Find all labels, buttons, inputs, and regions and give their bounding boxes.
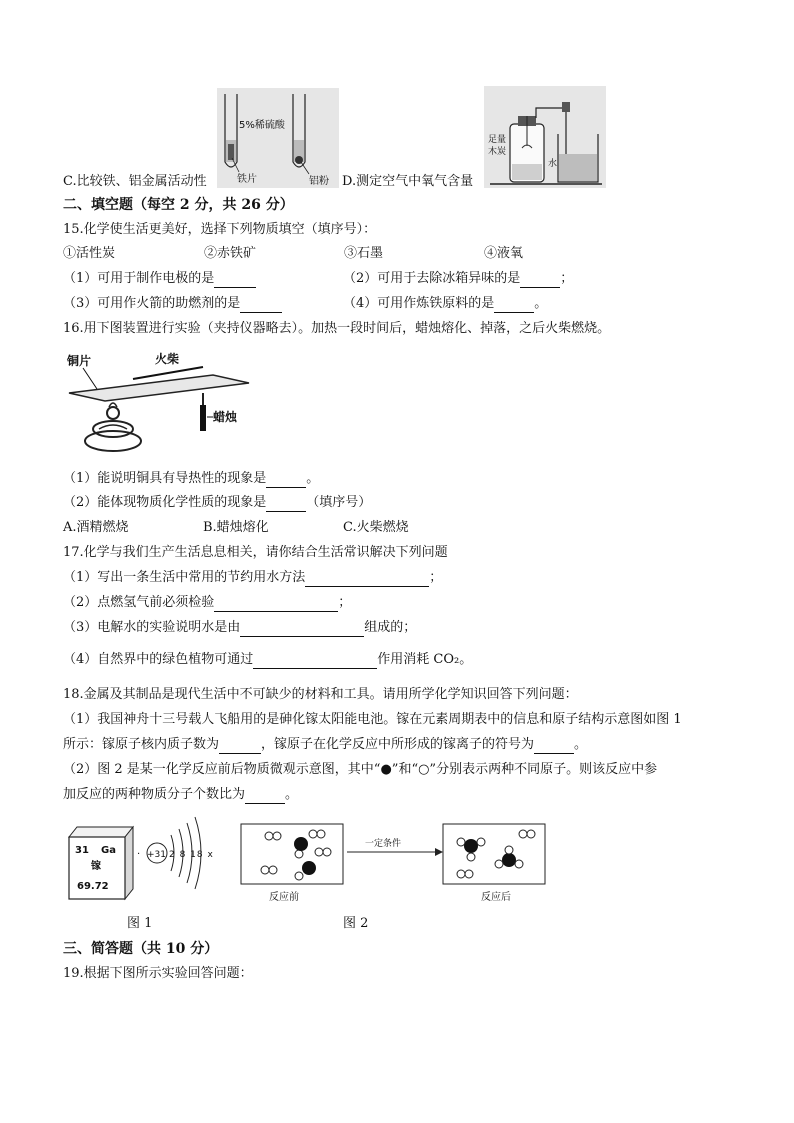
q16-opt-c: C.火柴燃烧	[343, 520, 409, 535]
q18-blank-3[interactable]	[245, 789, 285, 804]
section2-title: 二、填空题（每空 2 分，共 26 分）	[63, 197, 294, 213]
acid-label: 5%稀硫酸	[239, 120, 285, 131]
option-c: C.比较铁、铝金属活动性	[63, 174, 207, 189]
q18-p1b-text-2: ，镓原子在化学反应中所形成的镓离子的符号为	[261, 737, 535, 752]
q17-sub-4-text: （4）自然界中的绿色植物可通过	[63, 652, 254, 667]
q18-p1b-text-3: 。	[574, 737, 588, 752]
ga-shells: 2 8 18 x	[169, 850, 214, 860]
q15-sub-4-end: 。	[534, 296, 548, 311]
q15-opt-3: ③石墨	[344, 246, 384, 261]
q15-blank-4[interactable]	[494, 298, 534, 313]
reaction-figure	[239, 820, 547, 906]
q17-blank-3[interactable]	[240, 622, 364, 637]
al-label: 铝粉	[309, 176, 329, 187]
q15-sub-3	[63, 295, 282, 313]
q16-blank-1[interactable]	[266, 473, 306, 488]
q17-blank-4[interactable]	[253, 654, 377, 669]
q15-sub-4	[343, 295, 547, 313]
q17-sub-2	[63, 594, 351, 612]
water-label: 水	[548, 159, 558, 169]
option-d: D.测定空气中氧气含量	[342, 174, 474, 189]
gallium-figure	[63, 813, 233, 903]
q16-sub-1-text: （1）能说明铜具有导热性的现象是	[63, 471, 267, 486]
q18-stem: 18.金属及其制品是现代生活中不可缺少的材料和工具。请用所学化学知识回答下列问题：	[63, 687, 578, 702]
ga-symbol: Ga	[101, 845, 116, 856]
q15-blank-1[interactable]	[214, 273, 256, 288]
ga-nucleus: +31	[147, 850, 166, 860]
q15-sub-2-text: （2）可用于去除冰箱异味的是	[343, 271, 521, 286]
q18-p1b-text-1: 所示：镓原子核内质子数为	[63, 737, 220, 752]
q17-sub-3-end: 组成的；	[364, 620, 417, 635]
q15-sub-2	[343, 270, 573, 288]
q17-stem: 17.化学与我们生产生活息息相关，请你结合生活常识解决下列问题	[63, 545, 448, 560]
after-label: 反应后	[481, 892, 511, 903]
q15-sub-3-text: （3）可用作火箭的助燃剂的是	[63, 296, 241, 311]
q15-stem: 15.化学使生活更美好，选择下列物质填空（填序号）：	[63, 222, 377, 237]
q17-sub-3-text: （3）电解水的实验说明水是由	[63, 620, 241, 635]
q17-sub-2-text: （2）点燃氢气前必须检验	[63, 595, 215, 610]
section3-title: 三、简答题（共 10 分）	[63, 941, 219, 957]
q15-sub-2-end: ；	[560, 271, 574, 286]
q17-sub-1-text: （1）写出一条生活中常用的节约用水方法	[63, 570, 306, 585]
q18-p2b-text-2: 。	[285, 787, 299, 802]
q19-stem: 19.根据下图所示实验回答问题：	[63, 966, 253, 981]
q15-blank-3[interactable]	[240, 298, 282, 313]
q16-sub-2-end: （填序号）	[306, 495, 372, 510]
copper-label: 铜片	[67, 354, 92, 368]
tubes-figure	[217, 88, 339, 188]
q18-p2b	[63, 786, 298, 804]
before-label: 反应前	[269, 892, 299, 903]
q16-opt-b: B.蜡烛熔化	[203, 520, 269, 535]
q18-blank-1[interactable]	[219, 739, 261, 754]
q16-opt-a: A.酒精燃烧	[63, 520, 129, 535]
q15-sub-1-text: （1）可用于制作电极的是	[63, 271, 215, 286]
figure-2-caption: 图 2	[343, 916, 369, 931]
q17-sub-2-end: ；	[338, 595, 352, 610]
q15-opt-2: ②赤铁矿	[204, 246, 257, 261]
q18-p2a: （2）图 2 是某一化学反应前后物质微观示意图，其中“●”和“○”分别表示两种不同原子。则该反应中参	[63, 762, 658, 777]
q16-sub-2-text: （2）能体现物质化学性质的现象是	[63, 495, 267, 510]
q17-sub-4	[63, 651, 472, 669]
q17-sub-1-end: ；	[429, 570, 443, 585]
q18-p2b-text-1: 加反应的两种物质分子个数比为	[63, 787, 246, 802]
q16-blank-2[interactable]	[266, 497, 306, 512]
ga-mass: 69.72	[77, 881, 109, 892]
match-label: 火柴	[155, 352, 180, 366]
q16-sub-2	[63, 494, 371, 512]
q17-sub-1	[63, 569, 442, 587]
ga-name: 镓	[91, 861, 101, 872]
figure-1-caption: 图 1	[127, 916, 153, 931]
q18-p1b	[63, 736, 587, 754]
q15-opt-4: ④液氧	[484, 246, 524, 261]
q17-blank-2[interactable]	[214, 597, 338, 612]
q16-sub-1-end: 。	[306, 471, 320, 486]
iron-label: 铁片	[237, 174, 257, 185]
ga-number: 31	[75, 845, 89, 856]
q15-opt-1: ①活性炭	[63, 246, 116, 261]
oxygen-apparatus-figure	[484, 86, 606, 188]
q15-sub-1	[63, 270, 256, 288]
reaction-condition: 一定条件	[365, 839, 402, 849]
candle-label: 蜡烛	[213, 410, 238, 424]
q15-blank-2[interactable]	[520, 273, 560, 288]
q18-blank-2[interactable]	[534, 739, 574, 754]
svg-text:·: ·	[137, 849, 141, 860]
q17-sub-3	[63, 619, 416, 637]
q17-blank-1[interactable]	[305, 572, 429, 587]
flask-label-1: 足量	[488, 135, 507, 145]
q16-stem: 16.用下图装置进行实验（夹持仪器略去）。加热一段时间后，蜡烛熔化、掉落，之后火柴燃烧。	[63, 321, 611, 336]
q18-p1a: （1）我国神舟十三号载人飞船用的是砷化镓太阳能电池。镓在元素周期表中的信息和原子结构示意图如图 1	[63, 712, 682, 727]
copper-heat-figure	[63, 343, 255, 455]
flask-label-2: 木炭	[488, 147, 507, 157]
q15-sub-4-text: （4）可用作炼铁原料的是	[343, 296, 495, 311]
q17-sub-4-end: 作用消耗 CO₂。	[377, 652, 473, 667]
q16-sub-1	[63, 470, 319, 488]
